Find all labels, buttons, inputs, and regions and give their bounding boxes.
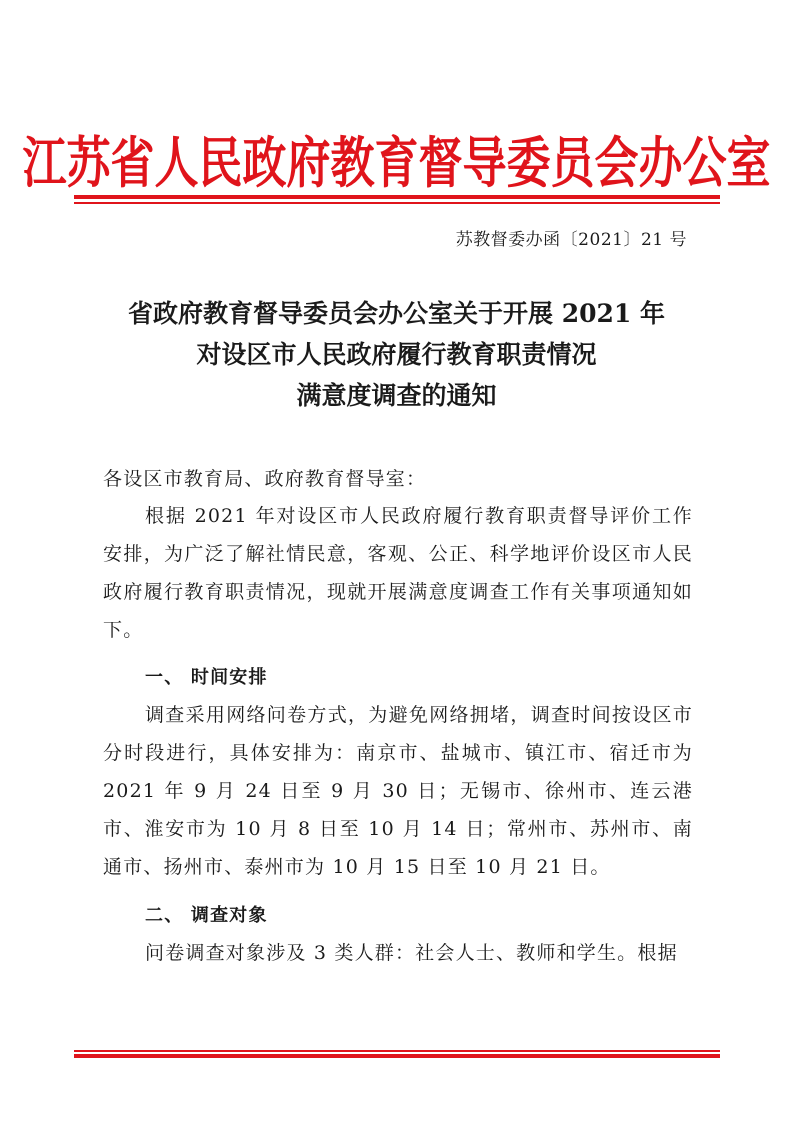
document-title	[0, 293, 793, 416]
document-title-line: 对设区市人民政府履行教育职责情况	[196, 340, 597, 369]
issuer-header: 江苏省人民政府教育督导委员会办公室	[22, 131, 771, 196]
section-paragraph-subjects: 问卷调查对象涉及 3 类人群：社会人士、教师和学生。根据	[145, 942, 678, 964]
section-heading-subjects: 二、 调查对象	[145, 905, 268, 926]
footer-divider-thick	[74, 1054, 720, 1058]
intro-paragraph: 根据 2021 年对设区市人民政府履行教育职责督导评价工作安排，为广泛了解社情民意，客观、公正、科学地评价设区市人民政府履行教育职责情况，现就开展满意度调查工作有关事项通知如下。	[103, 505, 693, 641]
document-title-line: 满意度调查的通知	[296, 381, 497, 410]
header-divider-thick	[74, 195, 720, 199]
header-divider-thin	[74, 202, 720, 204]
salutation: 各设区市教育局、政府教育督导室：	[103, 468, 427, 490]
footer-divider-thin	[74, 1050, 720, 1052]
document-number: 苏教督委办函〔2021〕21 号	[455, 230, 687, 250]
section-paragraph-schedule: 调查采用网络问卷方式，为避免网络拥堵，调查时间按设区市分时段进行，具体安排为：南京市、盐城市、镇江市、宿迁市为 2021 年 9 月 24 日至 9 月 30 日；无锡市、徐州市、连云港市、淮安市为 10 月 8 日至 10 月 14 日；常州市、苏州市、南通市、扬州市、泰州市为 10 月 15 日至 10 月 21 日。	[103, 704, 693, 878]
document-title-line: 省政府教育督导委员会办公室关于开展 2021 年	[128, 299, 665, 328]
section-heading-schedule: 一、 时间安排	[145, 667, 268, 688]
